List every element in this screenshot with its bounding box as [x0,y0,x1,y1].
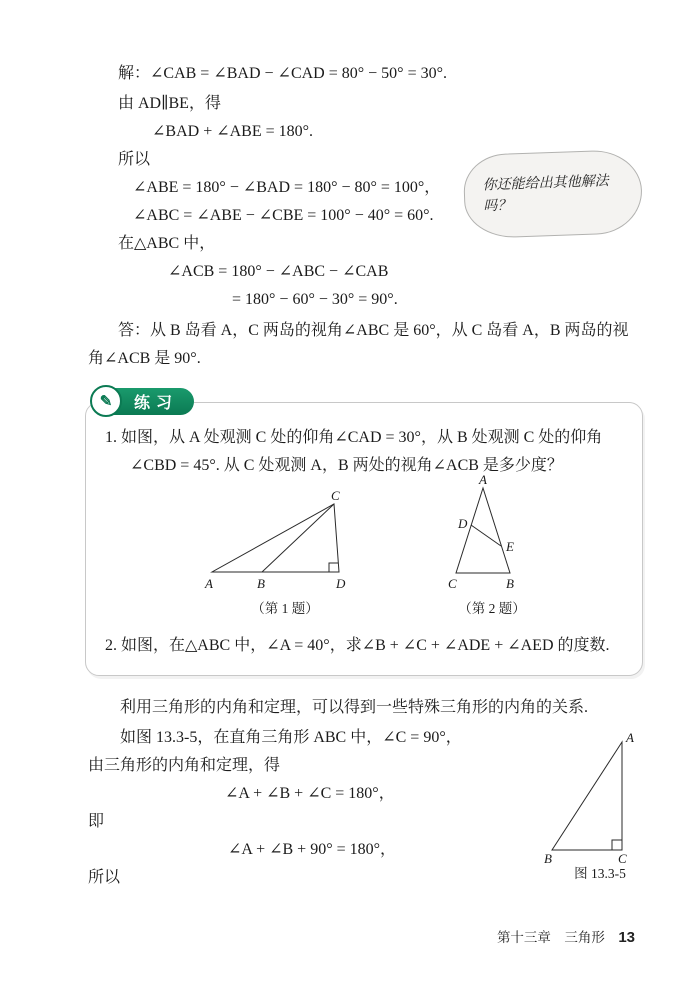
fig2-caption: （第 2 题） [458,601,526,616]
answer-line-1: 答：从 B 岛看 A，C 两岛的视角∠ABC 是 60°，从 C 岛看 A，B 两岛的视 [118,322,629,339]
footer-page-number: 13 [618,929,635,946]
fig2-label-E: E [506,539,514,554]
answer-line-2: 角∠ACB 是 90°. [88,350,201,367]
fig2-label-B: B [506,576,514,591]
solution-line-8: ∠ACB = 180° − ∠ABC − ∠CAB [168,263,389,280]
fig1-label-D: D [336,576,346,591]
thought-cloud [463,149,644,239]
fig335-label-C: C [618,851,627,866]
body-paragraph-5: 所以 [88,869,121,886]
solution-line-4: 所以 [118,151,151,168]
fig1-triangle-outline [212,504,339,572]
body-paragraph-4: 即 [88,813,105,830]
solution-line-1: 解：∠CAB = ∠BAD − ∠CAD = 80° − 50° = 30°. [118,65,447,82]
body-equation-1: ∠A + ∠B + ∠C = 180°， [225,785,395,802]
solution-line-3: ∠BAD + ∠ABE = 180°. [152,123,314,140]
body-equation-2: ∠A + ∠B + 90° = 180°， [228,841,397,858]
fig335-label-B: B [544,851,552,866]
fig2-label-C: C [448,576,457,591]
solution-line-9: = 180° − 60° − 30° = 90°. [232,291,398,308]
fig2-label-D: D [458,516,468,531]
solution-line-5: ∠ABE = 180° − ∠BAD = 180° − 80° = 100°， [133,179,441,196]
fig1-label-A: A [205,576,213,591]
figure-problem-2 [438,472,538,596]
body-paragraph-1: 利用三角形的内角和定理，可以得到一些特殊三角形的内角的关系. [120,699,589,716]
body-paragraph-3: 由三角形的内角和定理，得 [88,757,281,774]
solution-line-2: 由 AD∥BE，得 [118,95,221,112]
practice-tab-label: 练习 [134,395,179,412]
page-footer [330,926,635,946]
figure-problem-1 [197,488,369,596]
fig1-label-C: C [331,488,340,503]
practice-pencil-icon: ✎ [90,385,122,417]
fig1-right-angle-mark [329,563,338,572]
practice-q1-line-2: ∠CBD = 45°. 从 C 处观测 A，B 两处的视角∠ACB 是多少度？ [130,457,563,474]
fig1-label-B: B [257,576,265,591]
fig1-caption: （第 1 题） [251,601,319,616]
solution-line-7: 在△ABC 中， [118,235,216,252]
fig335-triangle-outline [552,742,622,850]
body-paragraph-2: 如图 13.3-5，在直角三角形 ABC 中，∠C = 90°， [120,729,462,746]
fig2-label-A: A [479,472,487,487]
practice-q1-line-1: 1. 如图，从 A 处观测 C 处的仰角∠CAD = 30°，从 B 处观测 C 处的仰角 [105,429,603,446]
fig335-right-angle-mark [612,840,622,850]
fig335-label-A: A [626,730,634,745]
fig2-line-DE [471,525,501,546]
fig335-caption: 图 13.3-5 [574,866,626,881]
thought-cloud-text: 你还能给出其他解法吗？ [482,174,609,215]
solution-line-6: ∠ABC = ∠ABE − ∠CBE = 100° − 40° = 60°. [133,207,434,224]
practice-tab [99,388,194,415]
footer-chapter: 第十三章 三角形 [496,930,605,945]
practice-q2: 2. 如图，在△ABC 中，∠A = 40°，求∠B + ∠C + ∠ADE + ∠AED 的度数. [105,637,610,654]
figure-13-3-5 [542,730,652,864]
